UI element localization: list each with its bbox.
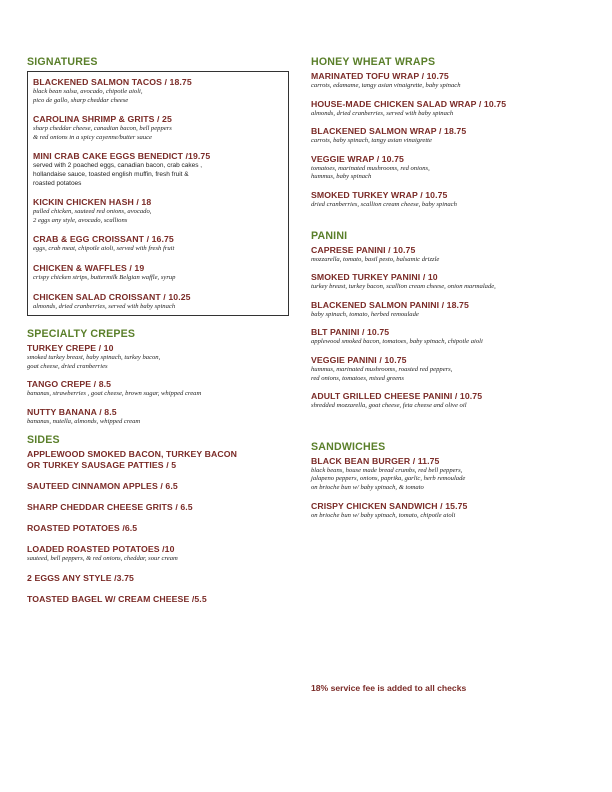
sides-title: SIDES (27, 433, 60, 446)
menu-item-name: BLACKENED SALMON WRAP / 18.75 (311, 126, 467, 137)
menu-item-name: SAUTEED CINNAMON APPLES / 6.5 (27, 480, 178, 491)
menu-item-description: pico de gallo, sharp cheddar cheese (33, 96, 129, 104)
menu-item (33, 77, 283, 105)
menu-item-name: HOUSE-MADE CHICKEN SALAD WRAP / 10.75 (311, 98, 507, 109)
menu-item (311, 71, 596, 91)
menu-item-description: hummus, baby spinach (311, 173, 372, 181)
menu-item-name: CHICKEN SALAD CROISSANT / 10.25 (33, 291, 191, 302)
menu-item (33, 263, 283, 283)
menu-item-description: black beans, house made bread crumbs, red bell peppers, (311, 466, 463, 474)
menu-item (311, 99, 596, 119)
sandwiches-list (311, 456, 596, 520)
menu-item (27, 523, 289, 534)
menu-item-name: APPLEWOOD SMOKED BACON, TURKEY BACON (27, 448, 238, 459)
menu-item (27, 502, 289, 513)
menu-item (311, 190, 596, 210)
menu-item-description: carrots, edamame, tangy asian vinaigrette, baby spinach (311, 82, 461, 89)
menu-item-description: served with 2 poached eggs, canadian bacon, crab cakes , (33, 162, 203, 170)
menu-item-name: SMOKED TURKEY WRAP / 10.75 (311, 189, 448, 200)
menu-item-description: on brioche bun w/ baby spinach, tomato, chipotle aioli (311, 511, 456, 519)
menu-item-name: SHARP CHEDDAR CHEESE GRITS / 6.5 (27, 501, 193, 512)
menu-item (311, 391, 596, 411)
menu-item (311, 126, 596, 146)
menu-item-name: BLACKENED SALMON PANINI / 18.75 (311, 299, 469, 310)
panini-list (311, 245, 596, 411)
panini-title: PANINI (311, 229, 348, 242)
menu-item (311, 272, 596, 292)
menu-item (311, 245, 596, 265)
menu-item-description: red onions, tomatoes, mixed greens (311, 374, 404, 382)
service-fee-note: 18% service fee is added to all checks (311, 683, 467, 693)
menu-item-description: mozzarella, tomato, basil pesto, balsamic drizzle (311, 255, 440, 263)
menu-item (311, 456, 596, 493)
menu-item-description: hollandaise sauce, toasted english muffin, fresh fruit & (33, 170, 189, 178)
menu-item-name: MINI CRAB CAKE EGGS BENEDICT /19.75 (33, 151, 211, 162)
menu-item (311, 154, 596, 182)
menu-item-description: black bean salsa, avocado, chipotle aioli, (33, 88, 143, 95)
menu-item-name: CRAB & EGG CROISSANT / 16.75 (33, 234, 174, 245)
menu-item (33, 114, 283, 142)
menu-item-description: hummus, marinated mushrooms, roasted red peppers, (311, 365, 453, 373)
menu-item-name: VEGGIE PANINI / 10.75 (311, 354, 407, 365)
menu-item-name: CHICKEN & WAFFLES / 19 (33, 262, 145, 273)
menu-item-name: TURKEY CREPE / 10 (27, 343, 114, 354)
menu-item (27, 343, 289, 371)
menu-item-description: applewood smoked bacon, tomatoes, baby spinach, chipotle aioli (311, 338, 483, 346)
menu-item-name: TANGO CREPE / 8.5 (27, 379, 112, 390)
menu-item-description: goat cheese, dried cranberries (27, 362, 108, 370)
signatures-box (27, 71, 289, 316)
menu-item-description: 2 eggs any style, avocado, scallions (33, 216, 128, 224)
menu-item (27, 544, 289, 564)
menu-item (27, 481, 289, 492)
menu-item-name: CAPRESE PANINI / 10.75 (311, 244, 416, 255)
menu-item-name: BLT PANINI / 10.75 (311, 327, 390, 338)
wraps-list (311, 71, 596, 210)
menu-item (27, 407, 289, 427)
menu-item-name: LOADED ROASTED POTATOES /10 (27, 543, 175, 554)
menu-item-description: & red onions in a spicy cayenne/butter sauce (33, 133, 152, 141)
menu-item-description: jalapeno peppers, onions, paprika, garlic, herb remoulade (311, 475, 466, 483)
menu-item (311, 355, 596, 383)
menu-item-description: baby spinach, tomato, herbed remoulade (311, 310, 419, 318)
menu-item (311, 501, 596, 521)
menu-item-description: sauteed, bell peppers, & red onions, cheddar, sour cream (27, 554, 178, 562)
menu-item-description: eggs, crab meat, chipotle aioli, served with fresh fruit (33, 245, 175, 253)
menu-item (27, 379, 289, 399)
menu-item-description: bananas, nutella, almonds, whipped cream (27, 417, 141, 425)
menu-item-description: turkey breast, turkey bacon, scallion cream cheese, onion marmalade, (311, 283, 496, 291)
menu-item (33, 151, 283, 188)
crepes-title: SPECIALTY CREPES (27, 328, 136, 341)
left-column (27, 56, 289, 615)
menu-item-description: pulled chicken, sauteed red onions, avocado, (33, 208, 152, 216)
menu-item-name: KICKIN CHICKEN HASH / 18 (33, 197, 152, 208)
menu-item-description: on brioche bun w/ baby spinach, & tomato (311, 483, 424, 491)
menu-item (311, 300, 596, 320)
menu-item-name: BLACK BEAN BURGER / 11.75 (311, 455, 440, 466)
signatures-title: SIGNATURES (27, 56, 98, 68)
menu-item-description: bananas, strawberries , goat cheese, brown sugar, whipped cream (27, 390, 202, 398)
menu-item-description: roasted potatoes (33, 179, 82, 187)
menu-item (33, 197, 283, 225)
menu-item-description: tomatoes, marinated mushrooms, red onions, (311, 164, 430, 172)
menu-item-description: crispy chicken strips, buttermilk Belgian waffle, syrup (33, 273, 176, 281)
menu-item-name: SMOKED TURKEY PANINI / 10 (311, 272, 438, 283)
sides-list (27, 449, 289, 606)
menu-item (27, 449, 289, 471)
wraps-title: HONEY WHEAT WRAPS (311, 56, 436, 68)
menu-item-name: ROASTED POTATOES /6.5 (27, 522, 138, 533)
menu-item-name: TOASTED BAGEL W/ CREAM CHEESE /5.5 (27, 594, 207, 605)
menu-item-description: almonds, dried cranberries, served with baby spinach (33, 302, 176, 310)
menu-item (27, 573, 289, 584)
crepes-list (27, 343, 289, 426)
menu-item-name: ADULT GRILLED CHEESE PANINI / 10.75 (311, 391, 483, 402)
menu-item (311, 327, 596, 347)
menu-item-description: carrots, baby spinach, tangy asian vinaigrette (311, 137, 432, 145)
menu-item-description: dried cranberries, scallion cream cheese, baby spinach (311, 200, 457, 208)
right-column (311, 56, 596, 528)
menu-item (33, 292, 283, 312)
menu-item-name: VEGGIE WRAP / 10.75 (311, 153, 404, 164)
menu-item-description: almonds, dried cranberries, served with baby spinach (311, 109, 454, 117)
menu-item (27, 594, 289, 605)
menu-item-name: NUTTY BANANA / 8.5 (27, 406, 117, 417)
menu-item-name: 2 EGGS ANY STYLE /3.75 (27, 573, 134, 584)
menu-item-name-cont: OR TURKEY SAUSAGE PATTIES / 5 (27, 459, 177, 470)
menu-item-name: CRISPY CHICKEN SANDWICH / 15.75 (311, 500, 468, 511)
sandwiches-title: SANDWICHES (311, 440, 386, 453)
menu-item-description: smoked turkey breast, baby spinach, turkey bacon, (27, 354, 161, 362)
menu-item-description: shredded mozzarella, goat cheese, feta cheese and olive oil (311, 402, 467, 410)
menu-item-name: CAROLINA SHRIMP & GRITS / 25 (33, 114, 172, 125)
menu-item-name: MARINATED TOFU WRAP / 10.75 (311, 71, 449, 81)
menu-item-name: BLACKENED SALMON TACOS / 18.75 (33, 77, 192, 87)
menu-item (33, 234, 283, 254)
menu-item-description: sharp cheddar cheese, canadian bacon, bell peppers (33, 125, 172, 133)
